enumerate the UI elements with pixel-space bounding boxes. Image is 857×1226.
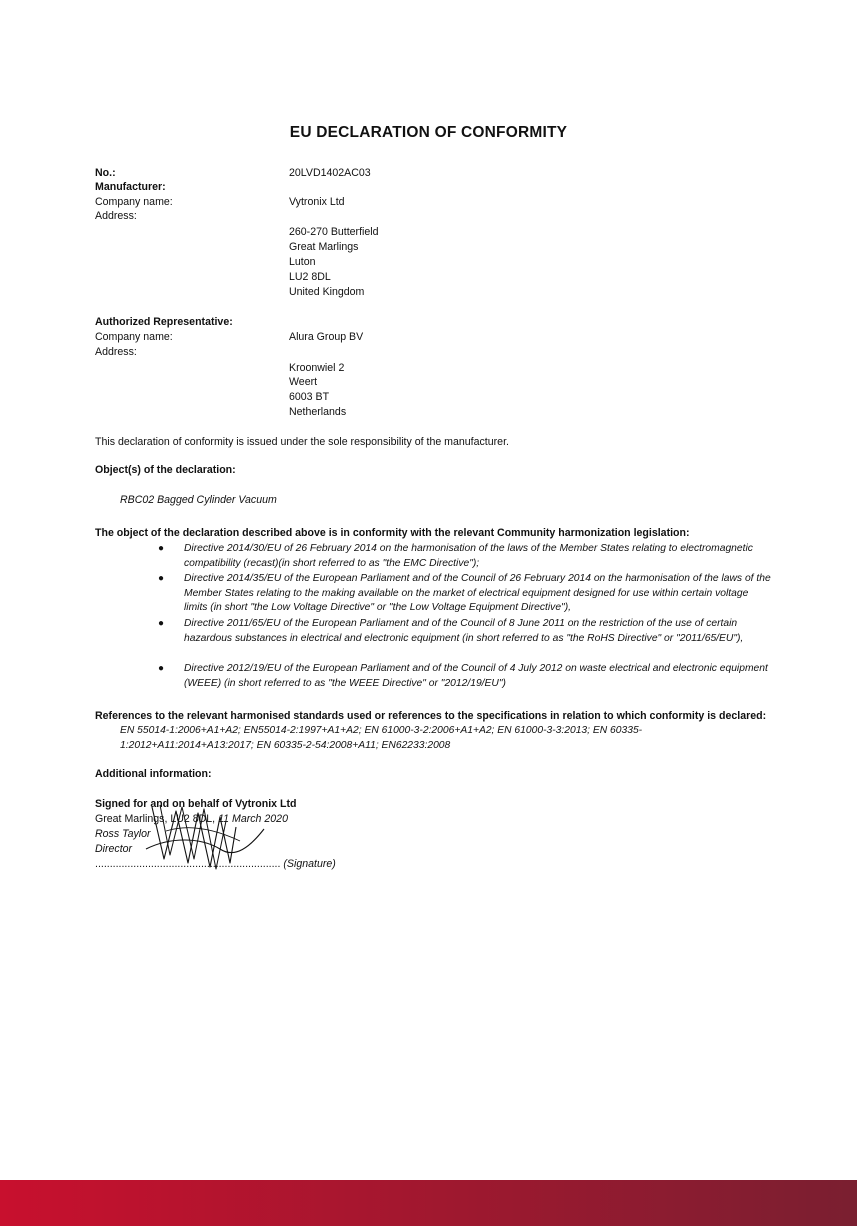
signature-heading: Signed for and on behalf of Vytronix Ltd: [95, 798, 297, 810]
product-name: RBC02 Bagged Cylinder Vacuum: [120, 494, 277, 506]
manufacturer-company-label: Company name:: [95, 196, 173, 208]
representative-address-line: 6003 BT: [289, 391, 330, 403]
standards-list: EN 55014-1:2006+A1+A2; EN55014-2:1997+A1+A2; EN 61000-3-2:2006+A1+A2; EN 61000-3-3:2013; EN 60335-1:2012+A11:2014+A13:2017; EN 60335-2-54:2008+A11; EN62233:2008: [120, 725, 643, 751]
signature-label: (Signature): [283, 858, 336, 870]
directive-item: Directive 2014/35/EU of the European Parliament and of the Council of 26 February 2014 on the harmonisation of the laws of the Member States relating to the making available on the market of electrical equipment designed for use within certain voltage limits (in short "the Low Voltage Directive" or "the Low Voltage Equipment Directive"),: [184, 573, 771, 614]
signature-place: Great Marlings, LU2 8DL,: [95, 813, 216, 825]
manufacturer-address-line: Luton: [289, 256, 316, 268]
representative-company-name: Alura Group BV: [289, 331, 364, 343]
manufacturer-heading: Manufacturer:: [95, 181, 166, 193]
no-value: 20LVD1402AC03: [289, 167, 371, 179]
no-label: No.:: [95, 167, 116, 179]
representative-address-line: Kroonwiel 2: [289, 362, 345, 374]
representative-address-line: Weert: [289, 376, 318, 388]
signature-date: 11 March 2020: [218, 813, 288, 825]
manufacturer-address-line: LU2 8DL: [289, 271, 331, 283]
directive-item: Directive 2011/65/EU of the European Parliament and of the Council of 8 June 2011 on the restriction of the use of certain hazardous substances in electrical and electronic equipment (in short referred to as "the RoHS Directive" or "2011/65/EU"),: [184, 618, 744, 644]
manufacturer-address-line: 260-270 Butterfield: [289, 226, 379, 238]
bullet-dot-icon: ●: [158, 573, 165, 584]
manufacturer-address-line: Great Marlings: [289, 241, 359, 253]
references-heading: References to the relevant harmonised standards used or references to the specifications in relation to which conformity is declared:: [95, 710, 767, 722]
directive-item: Directive 2014/30/EU of 26 February 2014 on the harmonisation of the laws of the Member States relating to electromagnetic compatibility (recast)(in short referred to as "the EMC Directive");: [184, 543, 753, 569]
representative-address-line: Netherlands: [289, 406, 347, 418]
bullet-dot-icon: ●: [158, 618, 165, 629]
manufacturer-address-label: Address:: [95, 210, 137, 222]
additional-heading: Additional information:: [95, 768, 212, 780]
directive-item: Directive 2012/19/EU of the European Parliament and of the Council of 4 July 2012 on waste electrical and electronic equipment (WEEE) (in short referred to as "the WEEE Directive" or "2012/19/EU"): [184, 663, 768, 689]
signature-dots: ...............................................................: [95, 858, 281, 870]
bullet-dot-icon: ●: [158, 663, 165, 674]
manufacturer-address-line: United Kingdom: [289, 286, 365, 298]
signatory-role: Director: [95, 843, 133, 855]
bullet-dot-icon: ●: [158, 543, 165, 554]
representative-address-label: Address:: [95, 346, 137, 358]
responsibility-statement: This declaration of conformity is issued under the sole responsibility of the manufacturer.: [95, 436, 509, 448]
signatory-name: Ross Taylor: [95, 828, 151, 840]
representative-heading: Authorized Representative:: [95, 316, 233, 328]
handwritten-signature: [140, 797, 270, 875]
manufacturer-company-name: Vytronix Ltd: [289, 196, 345, 208]
object-heading: Object(s) of the declaration:: [95, 464, 236, 476]
representative-company-label: Company name:: [95, 331, 173, 343]
conformity-heading: The object of the declaration described above is in conformity with the relevant Community harmonization legislation:: [95, 527, 690, 539]
footer-brand-bar: [0, 1180, 857, 1226]
document-title: EU DECLARATION OF CONFORMITY: [289, 124, 568, 141]
